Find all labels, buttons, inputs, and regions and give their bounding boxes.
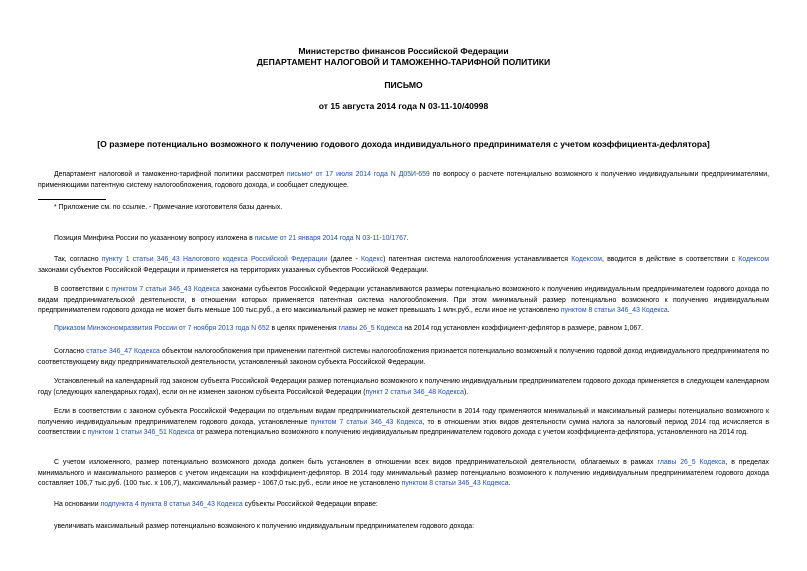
text-run: по вопросу о расчете потенциально возможного к получению индивидуальными предпринимателями, применяющими патентную систему налогообложения, годового дохода, и сообщает следующее. [38,171,769,189]
text-run: законами субъектов Российской Федерации устанавливаются размеры потенциально возможного к получению индивидуальным предпринимателем годового дохода по видам предпринимательской деятельности, в отношении которых применяется патентная система налогообложения. При этом минимальный размер потенциально возможного к получению индивидуальным предпринимателем годового дохода не может быть меньше 100 тыс.руб., а его максимальный размер не может превышать 1 млн.руб., если иное не установлено [38,286,769,314]
text-run: , то в отношении этих видов деятельности сумма налога за налоговый период 2014 год исчисляется в соответствии с [38,418,769,436]
paragraph-patent-system [38,255,769,276]
paragraph-tax-calculation [38,407,769,439]
text-run: С учетом изложенного, размер потенциально возможного дохода должен быть установлен в отношении всех видов предпринимательской деятельности, облагаемых в рамках [54,459,658,466]
footnote-divider [38,199,106,200]
paragraph-tax-object [38,347,769,368]
document-date: от 15 августа 2014 года N 03-11-10/40998 [318,101,489,111]
text-run: Установленный на календарный год законом субъекта Российской Федерации размер потенциально возможного к получению индивидуальным предпринимателем годового дохода применяется в следующем календарном году (следующих календарных годах), если он не изменен законом субъекта Российской Федерации ( [38,378,769,396]
text-run: ) патентная система налогообложения устанавливается [383,256,572,263]
link-code[interactable]: Кодексом [738,256,769,263]
text-run: (далее - [327,256,361,263]
text-run: Если в соответствии с законом субъекта Российской Федерации по отдельным видам предпринимательской деятельности в 2014 году применяются минимальный и максимальный размеры потенциально возможного к получению индивидуальным предпринимателем годового дохода, установленные [38,408,769,426]
text-run: Согласно [54,348,87,355]
document-subject: [О размере потенциально возможного к получению годового дохода индивидуального предпринимателя с учетом коэффициента-дефлятора] [97,139,710,149]
footnote: * Приложение см. по ссылке. - Примечание изготовителя базы данных. [54,204,283,211]
link-order-652[interactable]: Приказом Минэкономразвития России от 7 ноября 2013 года N 652 [54,325,270,332]
link-article-346-51-p1[interactable]: пунктом 1 статьи 346_51 Кодекса [87,429,195,436]
text-run: , вводится в действие в соответствии с [601,256,739,263]
link-article-346-43-p8[interactable]: пунктом 8 статьи 346_43 Кодекса [560,307,668,314]
paragraph-position [38,234,769,245]
link-code[interactable]: Кодексом [571,256,602,263]
ministry-title: Министерство финансов Российской Федерации [298,46,509,56]
paragraph-calendar-year [38,377,769,398]
text-run: на 2014 год установлен коэффициент-дефлятор в размере, равном 1,067. [402,325,644,332]
text-run: В соответствии с [54,286,112,293]
text-run: . [667,307,670,314]
text-run: На основании [54,501,101,508]
link-letter-d05i-659[interactable]: письмо* от 17 июля 2014 года N Д05И-659 [286,171,430,178]
text-run: . [406,235,409,242]
paragraph-conclusion [38,458,769,490]
paragraph-intro [38,170,769,191]
link-code[interactable]: Кодекс [360,256,384,263]
text-run: увеличивать максимальный размер потенциально возможного к получению индивидуальным предпринимателем годового дохода: [54,523,475,530]
paragraph-max-income [38,522,769,533]
text-run: Так, согласно [54,256,102,263]
text-run: . [508,480,511,487]
paragraph-deflator-order [38,324,769,335]
document-type: ПИСЬМО [384,80,423,90]
text-run: объектом налогообложения при применении патентной системы налогообложения признается потенциально возможный к получению годовой доход индивидуального предпринимателя по соответствующему виду предпринимательской деятельности, установленный законом субъекта Российской Федерации. [38,348,770,366]
paragraph-regional-rights [38,500,769,511]
paragraph-income-limits [38,285,769,317]
text-run: ). [463,388,469,396]
text-run: законами субъектов Российской Федерации и применяется на территориях указанных субъектов Российской Федерации. [38,266,429,274]
link-letter-03-11-10-1767[interactable]: письме от 21 января 2014 года N 03-11-10/1767 [254,235,407,242]
department-title: ДЕПАРТАМЕНТ НАЛОГОВОЙ И ТАМОЖЕННО-ТАРИФНОЙ ПОЛИТИКИ [256,57,551,67]
text-run: Позиция Минфина России по указанному вопросу изложена в [54,235,255,242]
link-article-346-43-p7[interactable]: пунктом 7 статьи 346_43 Кодекса [111,286,220,293]
link-chapter-26-5[interactable]: главы 26_5 Кодекса [338,325,403,332]
link-chapter-26-5[interactable]: главы 26_5 Кодекса [657,459,726,466]
text-run: от размера потенциально возможного к получению индивидуальным предпринимателем годового дохода с учетом коэффициента-дефлятора, установленного на 2014 год. [194,429,749,436]
link-article-346-48-p2[interactable]: пункт 2 статьи 346_48 Кодекса [365,388,464,396]
link-article-346-43-p8[interactable]: пунктом 8 статьи 346_43 Кодекса [401,480,509,487]
link-article-346-43-p1[interactable]: пункту 1 статьи 346_43 Налогового кодекса Российской Федерации [101,256,328,263]
text-run: , в пределах минимального и максимального размеров с учетом индексации на коэффициент-дефлятор. В 2014 году минимальный размер потенциально возможного к получению индивидуальным предпринимателем годового дохода составляет 106,7 тыс.руб. (100 тыс. х 106,7), максимальный размер - 1067,0 тыс.руб., если иное не установлено [38,459,769,487]
text-run: субъекты Российской Федерации вправе: [242,501,378,508]
link-article-346-47[interactable]: статье 346_47 Кодекса [86,348,160,355]
link-article-346-43-p8-sp4[interactable]: подпункта 4 пункта 8 статьи 346_43 Кодекса [100,501,243,508]
text-run: Департамент налоговой и таможенно-тарифной политики рассмотрел [54,171,287,178]
link-article-346-43-p7[interactable]: пунктом 7 статьи 346_43 Кодекса [310,418,423,426]
text-run: в целях применения [269,325,339,332]
